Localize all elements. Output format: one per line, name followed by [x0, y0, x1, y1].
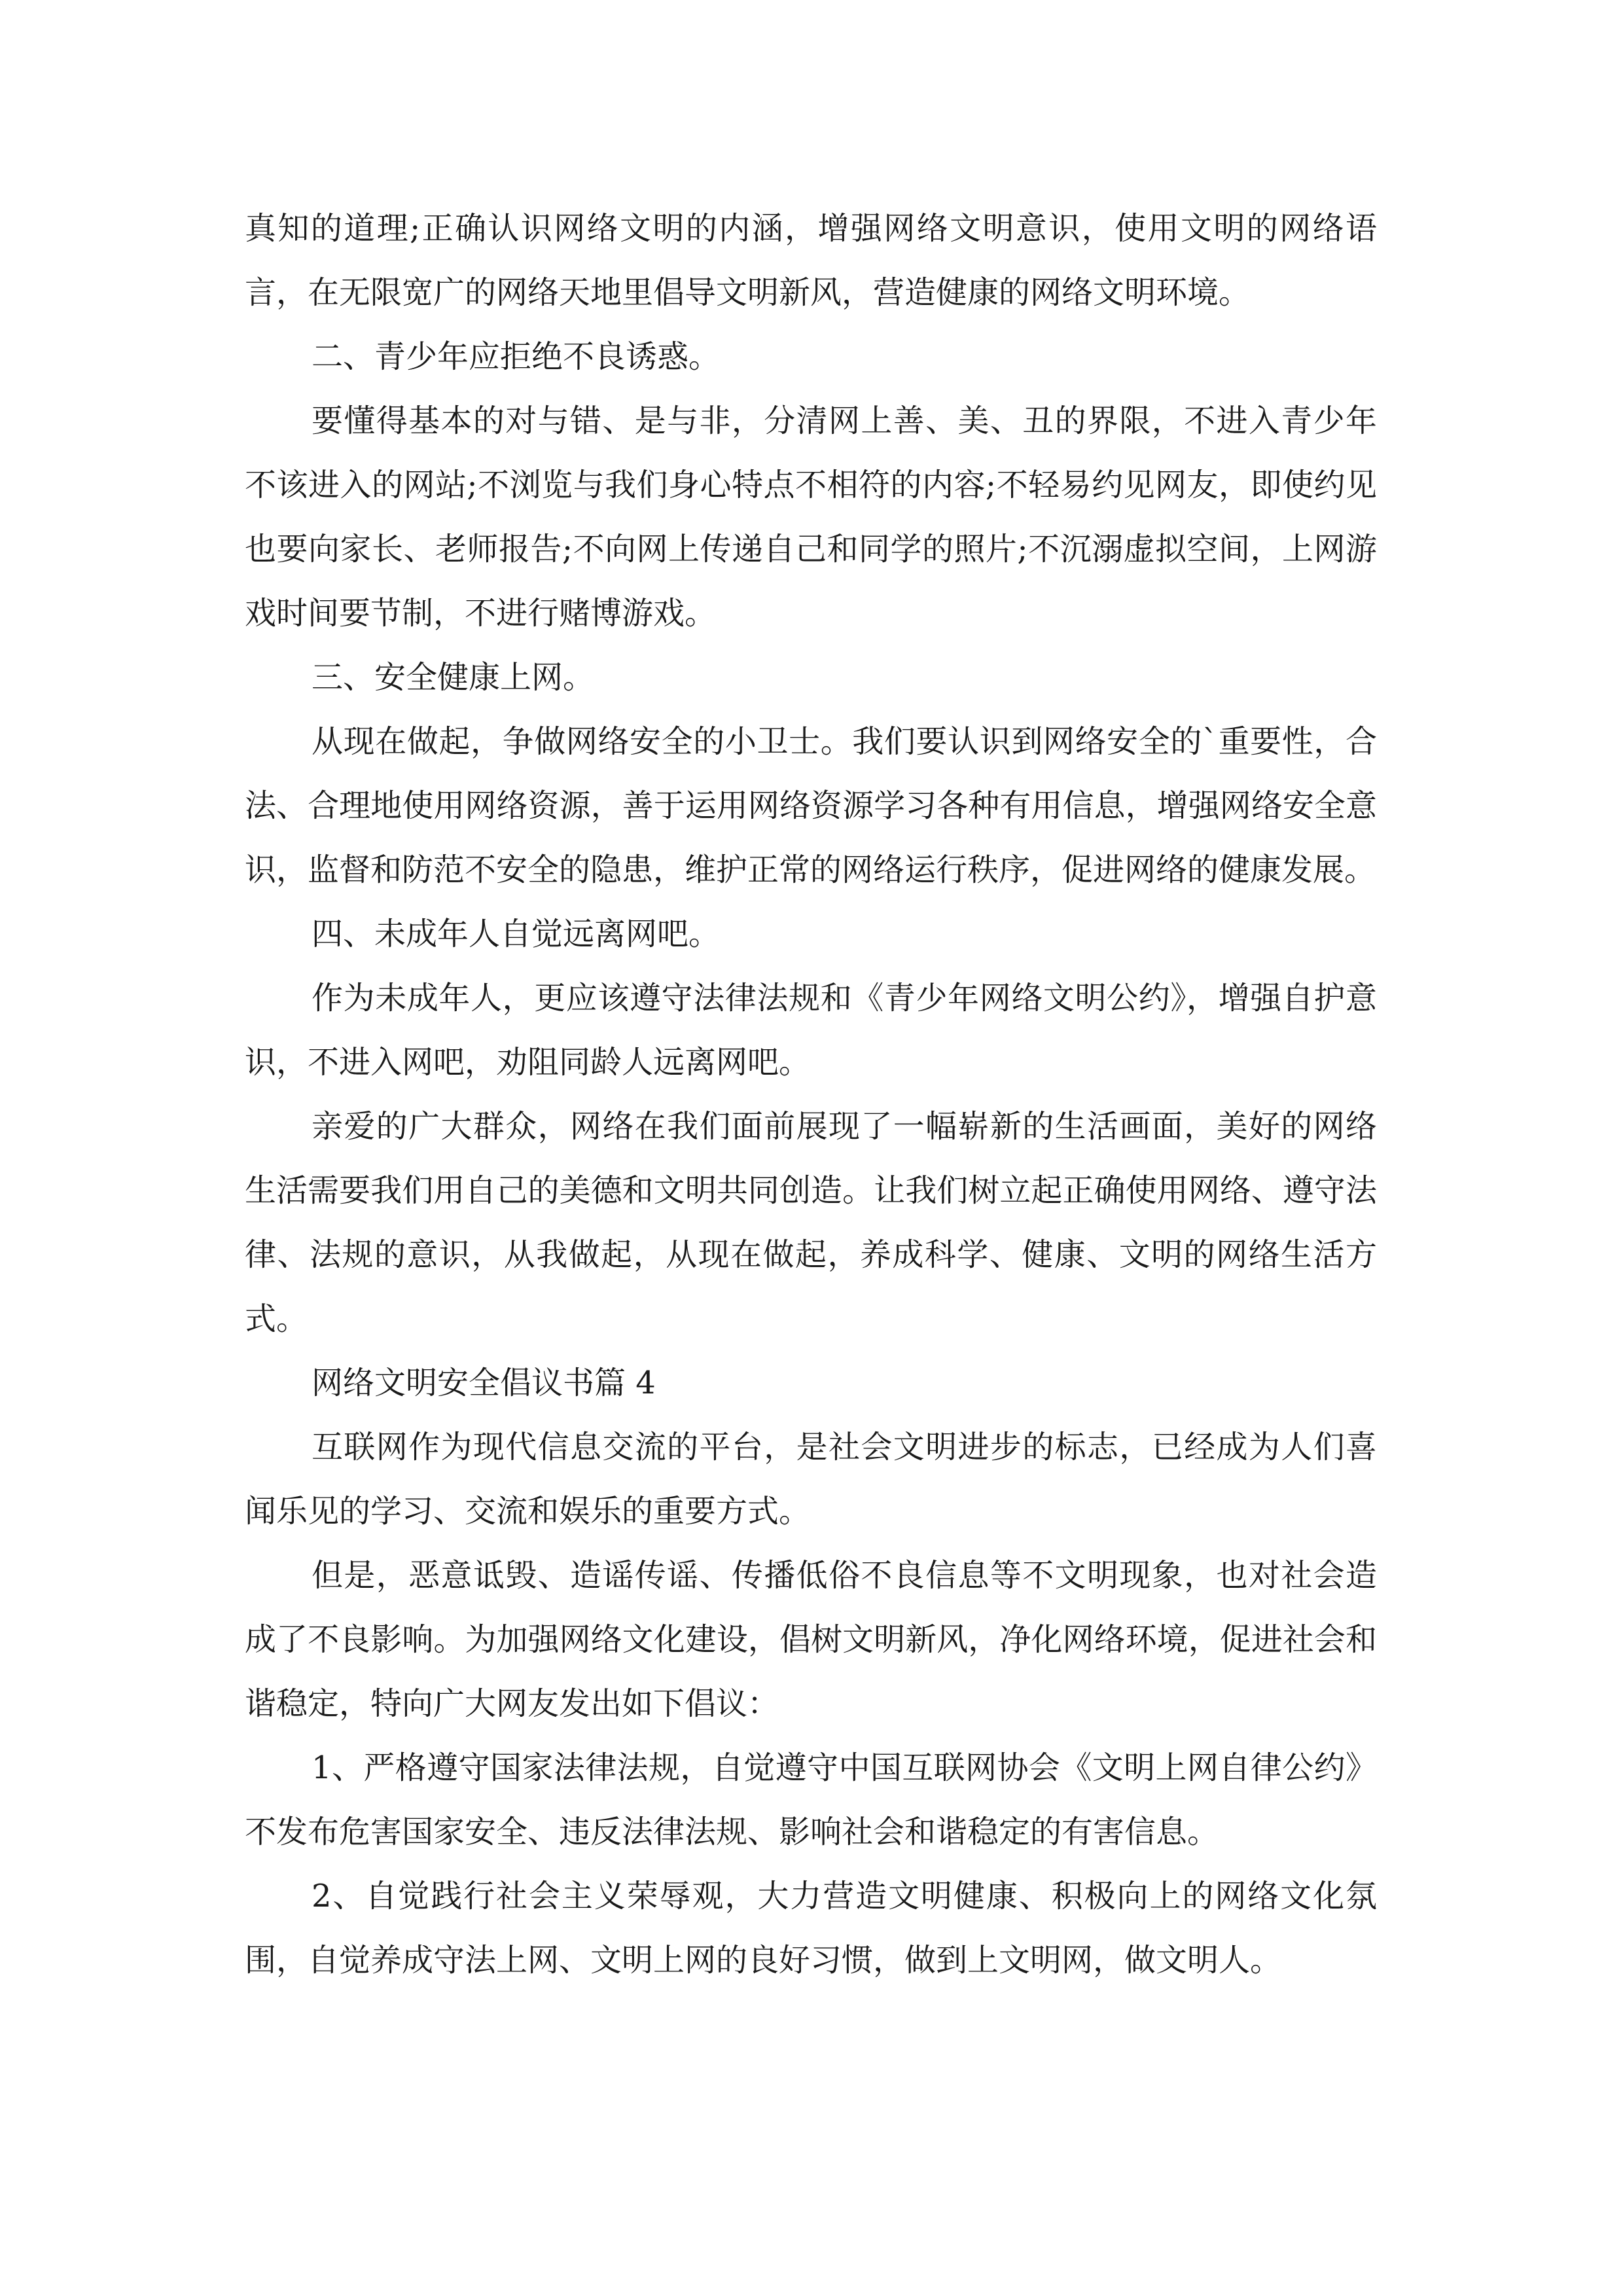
- list-item: 1、严格遵守国家法律法规，自觉遵守中国互联网协会《文明上网自律公约》不发布危害国家安全、违反法律法规、影响社会和谐稳定的有害信息。: [245, 1749, 1377, 1850]
- paragraph: 作为未成年人，更应该遵守法律法规和《青少年网络文明公约》，增强自护意识，不进入网吧，劝阻同龄人远离网吧。: [245, 980, 1377, 1081]
- document-body: [245, 196, 1377, 1992]
- paragraph: 互联网作为现代信息交流的平台，是社会文明进步的标志，已经成为人们喜闻乐见的学习、交流和娱乐的重要方式。: [245, 1429, 1377, 1530]
- article-title: 网络文明安全倡议书篇 4: [312, 1365, 656, 1401]
- section-heading-4: 四、未成年人自觉远离网吧。: [312, 916, 721, 952]
- paragraph: 亲爱的广大群众，网络在我们面前展现了一幅崭新的生活画面，美好的网络生活需要我们用自己的美德和文明共同创造。让我们树立起正确使用网络、遵守法律、法规的意识，从我做起，从现在做起，养成科学、健康、文明的网络生活方式。: [245, 1108, 1377, 1337]
- paragraph: 从现在做起，争做网络安全的小卫士。我们要认识到网络安全的`重要性，合法、合理地使用网络资源，善于运用网络资源学习各种有用信息，增强网络安全意识，监督和防范不安全的隐患，维护正常的网络运行秩序，促进网络的健康发展。: [245, 723, 1377, 888]
- paragraph-continued: 真知的道理;正确认识网络文明的内涵，增强网络文明意识，使用文明的网络语言，在无限宽广的网络天地里倡导文明新风，营造健康的网络文明环境。: [245, 210, 1377, 311]
- section-heading-3: 三、安全健康上网。: [312, 659, 595, 696]
- paragraph: 但是，恶意诋毁、造谣传谣、传播低俗不良信息等不文明现象，也对社会造成了不良影响。为加强网络文化建设，倡树文明新风，净化网络环境，促进社会和谐稳定，特向广大网友发出如下倡议：: [245, 1557, 1377, 1722]
- paragraph: 要懂得基本的对与错、是与非，分清网上善、美、丑的界限，不进入青少年不该进入的网站;不浏览与我们身心特点不相符的内容;不轻易约见网友，即使约见也要向家长、老师报告;不向网上传递自己和同学的照片;不沉溺虚拟空间，上网游戏时间要节制，不进行赌博游戏。: [245, 403, 1377, 632]
- section-heading-2: 二、青少年应拒绝不良诱惑。: [312, 338, 721, 375]
- list-item: 2、自觉践行社会主义荣辱观，大力营造文明健康、积极向上的网络文化氛围，自觉养成守法上网、文明上网的良好习惯，做到上文明网，做文明人。: [245, 1878, 1377, 1979]
